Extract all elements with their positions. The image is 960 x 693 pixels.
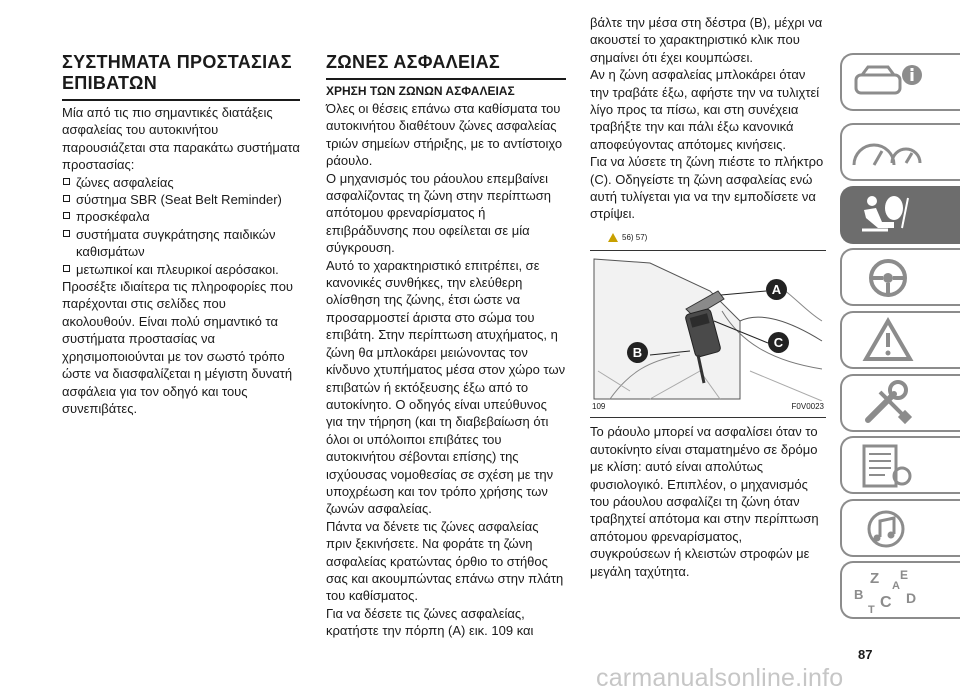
checkbox-bullet-icon — [63, 265, 70, 272]
checkbox-bullet-icon — [63, 195, 70, 202]
checkbox-bullet-icon — [63, 178, 70, 185]
tab-technical-data[interactable] — [840, 436, 960, 494]
list-item: συστήματα συγκράτησης παιδικών καθισμάτων — [62, 226, 300, 261]
protection-list — [62, 174, 300, 278]
dashboard-icon — [842, 125, 932, 179]
column-1 — [62, 52, 300, 417]
body-paragraph: βάλτε την μέσα στη δέστρα (B), μέχρι να ακουστεί το χαρακτηριστικό κλικ που σημαίνει ότι έχει κουμπώσει. — [590, 15, 823, 65]
body-paragraph: Αν η ζώνη ασφαλείας μπλοκάρει όταν την τραβάτε έξω, αφήστε την να τυλιχτεί λίγο προς τα πίσω, και στη συνέχεια τραβήξτε την και πάλι έξω κανονικά αποφεύγοντας απότομες κινήσεις. — [590, 67, 820, 152]
body-paragraph: Για να λύσετε τη ζώνη πιέστε το πλήκτρο (C). Οδηγείστε τη ζώνη ασφαλείας ενώ αυτή τυλίγεται για να την εμποδίσετε να στρίψει. — [590, 154, 824, 222]
index-letter: E — [900, 568, 909, 582]
section-heading: ΣΥΣΤΗΜΑΤΑ ΠΡΟΣΤΑΣΙΑΣ ΕΠΙΒΑΤΩΝ — [62, 52, 300, 101]
callout-a: A — [766, 279, 787, 300]
index-letter: Z — [870, 570, 880, 587]
list-item: προσκέφαλα — [62, 208, 300, 225]
body-paragraph: Αυτό το χαρακτηριστικό επιτρέπει, σε κανονικές συνθήκες, την ελεύθερη ολίσθηση της ζώνης, έτσι ώστε να προσαρμοστεί άριστα στο σώμα του επιβάτη. Στην περίπτωση ατυχήματος, η ζώνη θα μπλοκάρει μειώνοντας τον κίνδυνο χτυπήματος μέσα στον χώρο των επιβατών ή εκτόξευσης έξω από το αυτοκίνητο. Ο οδηγός είναι υπεύθυνος για την τήρηση (και τη διαβεβαίωση ότι όλοι οι υπόλοιποι επιβάτες του αυτοκινήτου σέβονται επίσης) της ισχύουσας νομοθεσίας σε σχέση με την υποχρέωση και τον τρόπο χρήσης των ζωνών ασφαλείας. — [326, 257, 566, 517]
seat-belt-figure — [590, 250, 826, 418]
index-letter: B — [854, 587, 864, 602]
tab-index[interactable] — [840, 561, 960, 619]
body-paragraph: Το ράουλο μπορεί να ασφαλίσει όταν το αυτοκίνητο είναι σταματημένο σε δρόμο με κλίση: αυτό είναι απολύτως φυσιολογικό. Επιπλέον, ο μηχανισμός του ράουλου ασφαλίζει τη ζώνη όταν τραβηχτεί απότομα και στην περίπτωση απότομου φρεναρίσματος, συγκρούσεων ή κλειστών στροφών με μεγάλη ταχύτητα. — [590, 424, 819, 579]
column-3 — [590, 0, 826, 580]
section-heading: ΖΩΝΕΣ ΑΣΦΑΛΕΙΑΣ — [326, 52, 566, 80]
airbag-safety-icon — [842, 188, 932, 242]
tab-maintenance[interactable] — [840, 374, 960, 432]
wrench-icon — [842, 376, 932, 430]
index-letter: C — [880, 594, 892, 611]
callout-c: C — [768, 332, 789, 353]
tab-starting-driving[interactable] — [840, 248, 960, 306]
subsection-heading: ΧΡΗΣΗ ΤΩΝ ΖΩΝΩΝ ΑΣΦΑΛΕΙΑΣ — [326, 84, 515, 98]
checkbox-bullet-icon — [63, 212, 70, 219]
index-letter: T — [868, 604, 875, 616]
list-item: σύστημα SBR (Seat Belt Reminder) — [62, 191, 300, 208]
multimedia-icon — [842, 501, 932, 555]
tab-dashboard[interactable] — [840, 123, 960, 181]
column-2 — [326, 52, 566, 640]
body-paragraph: Ο μηχανισμός του ράουλου επεμβαίνει ασφαλίζοντας τη ζώνη στην περίπτωση απότομου φρεναρίσματος ή επιβράδυνσης που οφείλεται σε μία σύγκρουση. — [326, 170, 552, 256]
body-paragraph: Πάντα να δένετε τις ζώνες ασφαλείας πριν ξεκινήσετε. Να φοράτε τη ζώνη ασφαλείας κρατώντας όρθιο το στήθος σας και ακουμπώντας επάνω στην πλάτη του καθίσματος. — [326, 518, 564, 604]
body-paragraph: Όλες οι θέσεις επάνω στα καθίσματα του αυτοκινήτου διαθέτουν ζώνες ασφαλείας τριών σημείων στήριξης, με το αντίστοιχο ράουλο. — [326, 101, 563, 169]
list-item: ζώνες ασφαλείας — [62, 174, 300, 191]
callout-b: B — [627, 342, 648, 363]
checkbox-bullet-icon — [63, 230, 70, 237]
tab-vehicle-info[interactable] — [840, 53, 960, 111]
steering-wheel-icon — [842, 250, 932, 304]
tab-multimedia[interactable] — [840, 499, 960, 557]
car-info-icon — [842, 55, 932, 109]
figure-number: 109 — [592, 401, 606, 411]
list-item: μετωπικοί και πλευρικοί αερόσακοι. — [62, 261, 300, 278]
intro-paragraph: Μία από τις πιο σημαντικές διατάξεις ασφαλείας του αυτοκινήτου παρουσιάζεται στα παρακάτω συστήματα προστασίας: — [62, 105, 300, 173]
data-sheet-icon — [842, 438, 932, 492]
figure-code: F0V0023 — [791, 401, 824, 411]
tab-safety[interactable] — [840, 186, 960, 244]
body-paragraph: Για να δέσετε τις ζώνες ασφαλείας, κρατήστε την πόρπη (A) εικ. 109 και — [326, 605, 534, 639]
warning-triangle-icon — [842, 313, 932, 367]
seat-belt-buckle-illustration — [590, 251, 826, 401]
watermark: carmanualsonline.info — [596, 664, 844, 692]
index-letter: D — [906, 590, 917, 606]
index-icon — [842, 563, 932, 617]
page-number: 87 — [858, 647, 873, 662]
index-letter: A — [892, 580, 900, 592]
warning-triangle-icon — [608, 233, 618, 242]
outro-paragraph: Προσέξτε ιδιαίτερα τις πληροφορίες που παρέχονται στις σελίδες που ακολουθούν. Είναι πολύ σημαντικό τα συστήματα προστασίας να χρησιμοποιούνται με τον σωστό τρόπο ώστε να διασφαλίζεται η μέγιστη δυνατή ασφάλεια για τον οδηγό και τους συνεπιβάτες. — [62, 279, 294, 416]
warning-references: 56) 57) — [608, 229, 826, 246]
tab-emergency[interactable] — [840, 311, 960, 369]
